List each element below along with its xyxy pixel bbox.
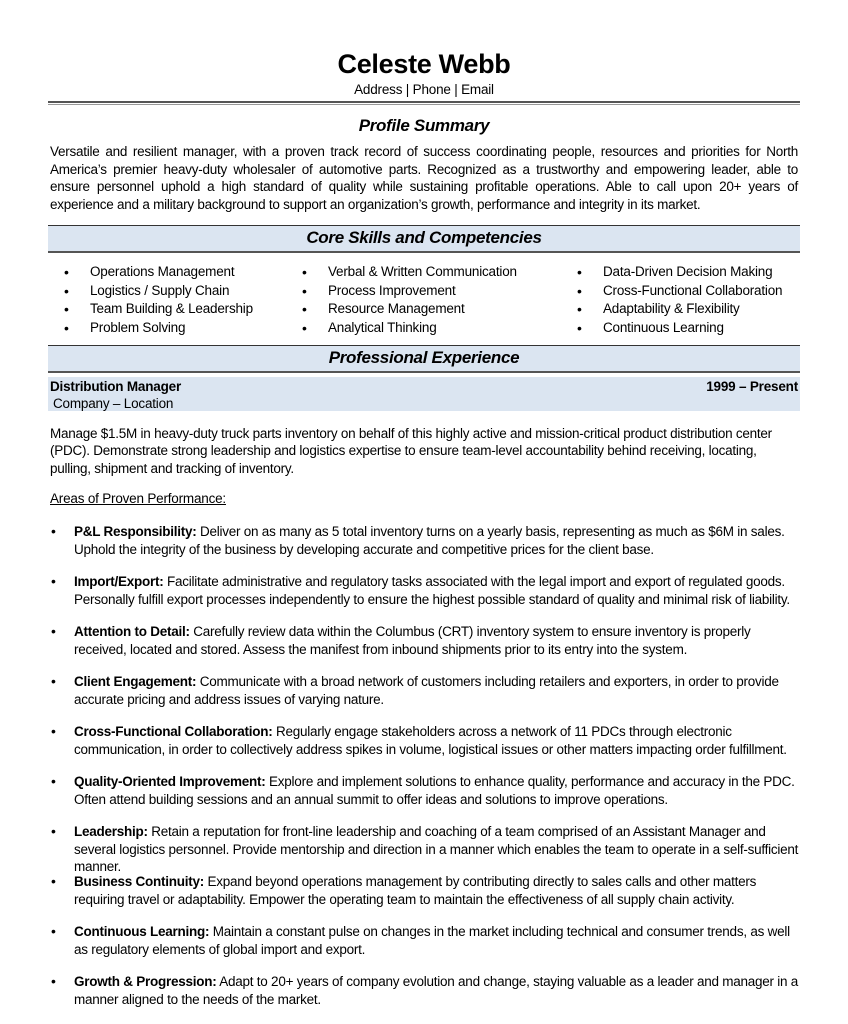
- job-location: Company – Location: [53, 395, 174, 411]
- job-dates: 1999 – Present: [706, 378, 798, 394]
- skill-item: • Process Improvement: [286, 282, 561, 301]
- achievement-text: Adapt to 20+ years of company evolution and change, staying valuable as a leader and manager in a manner aligned to the needs of the market.: [74, 974, 799, 1007]
- skill-item: • Resource Management: [286, 300, 561, 319]
- achievements-list: [48, 523, 800, 1023]
- skill-item: • Problem Solving: [48, 319, 286, 338]
- achievement-text: Regularly engage stakeholders across a network of 11 PDCs through electronic communication, in order to collectively address spikes in volume, logistical issues or other matters impacting order fulfillment.: [74, 724, 787, 757]
- achievement-label: Quality-Oriented Improvement:: [74, 774, 266, 790]
- achievement-item: [48, 723, 800, 773]
- areas-heading: Areas of Proven Performance:: [50, 491, 226, 507]
- skills-column-2: [286, 263, 561, 338]
- achievement-label: P&L Responsibility:: [74, 524, 197, 540]
- achievement-text: Deliver on as many as 5 total inventory turns on a yearly basis, representing as much as $6M in sales. Uphold the integrity of the business by developing accurate and competitive prices for the client base.: [74, 524, 785, 557]
- achievement-label: Business Continuity:: [74, 874, 205, 890]
- skill-item: • Verbal & Written Communication: [286, 263, 561, 282]
- skill-item: • Logistics / Supply Chain: [48, 282, 286, 301]
- achievement-label: Client Engagement:: [74, 674, 197, 690]
- skills-heading: Core Skills and Competencies: [48, 225, 800, 253]
- skills-column-1: [48, 263, 286, 338]
- achievement-label: Continuous Learning:: [74, 924, 210, 940]
- job-header: [48, 377, 800, 411]
- achievement-item: [48, 873, 800, 923]
- skill-item: • Team Building & Leadership: [48, 300, 286, 319]
- achievement-item: [48, 523, 800, 573]
- achievement-label: Attention to Detail:: [74, 624, 190, 640]
- achievement-item: [48, 923, 800, 973]
- skills-column-3: [561, 263, 800, 338]
- achievement-text: Explore and implement solutions to enhance quality, performance and accuracy in the PDC. Often attend building sessions and an annual summit to offer ideas and solutions to improve operations.: [74, 774, 795, 807]
- candidate-name: Celeste Webb: [337, 49, 511, 79]
- achievement-item: [48, 673, 800, 723]
- skill-item: • Continuous Learning: [561, 319, 800, 338]
- achievement-item: [48, 973, 800, 1023]
- skill-item: • Operations Management: [48, 263, 286, 282]
- achievement-item: [48, 623, 800, 673]
- achievement-label: Import/Export:: [74, 574, 164, 590]
- skills-list: [48, 263, 800, 338]
- job-description: Manage $1.5M in heavy-duty truck parts inventory on behalf of this highly active and mission-critical product distribution center (PDC). Demonstrate strong leadership and logistics expertise to ensure team-level accountability behind receiving, locating, pulling, shipment and tracking of inventory.: [50, 425, 772, 476]
- achievement-label: Leadership:: [74, 824, 148, 840]
- achievement-text: Expand beyond operations management by contributing directly to sales calls and other matters requiring travel or adaptability. Empower the operating team to maintain the effectiveness of all supply chain activity.: [74, 874, 757, 907]
- achievement-text: Retain a reputation for front-line leadership and coaching of a team comprised of an Assistant Manager and several logistics personnel. Provide mentorship and direction in a manner which enables the team to operate in a self-sufficient manner.: [74, 824, 799, 875]
- achievement-text: Facilitate administrative and regulatory tasks associated with the legal import and export of regulated goods. Personally fulfill export processes independently to ensure the highest possible standard of quality and minimal risk of liability.: [74, 574, 790, 607]
- skill-item: • Adaptability & Flexibility: [561, 300, 800, 319]
- skill-item: • Cross-Functional Collaboration: [561, 282, 800, 301]
- achievement-label: Cross-Functional Collaboration:: [74, 724, 273, 740]
- skill-item: • Data-Driven Decision Making: [561, 263, 800, 282]
- header-divider: [48, 101, 800, 105]
- achievement-label: Growth & Progression:: [74, 974, 217, 990]
- achievement-item: [48, 573, 800, 623]
- achievement-text: Maintain a constant pulse on changes in the market including technical and consumer trends, as well as regulatory elements of global import and export.: [74, 924, 790, 957]
- profile-summary-text: Versatile and resilient manager, with a proven track record of success coordinating people, resources and priorities for North America’s premier heavy-duty wholesaler of automotive parts. Recognized as a trustworthy and empowering leader, able to ensure personnel uphold a high standard of quality while sustaining profitable operations. Able to call upon 20+ years of experience and a military background to support an organization’s growth, performance and integrity in its market.: [50, 144, 798, 212]
- profile-summary-heading: Profile Summary: [358, 116, 490, 135]
- job-title: Distribution Manager: [50, 378, 182, 394]
- achievement-text: Carefully review data within the Columbus (CRT) inventory system to ensure inventory is properly received, located and stored. Assess the manifest from inbound shipments prior to its entry into the system.: [74, 624, 751, 657]
- contact-line: Address | Phone | Email: [354, 82, 494, 97]
- skill-item: • Analytical Thinking: [286, 319, 561, 338]
- achievement-item: [48, 823, 800, 873]
- resume-page: [48, 0, 800, 1023]
- achievement-item: [48, 773, 800, 823]
- experience-heading: Professional Experience: [48, 345, 800, 373]
- achievement-text: Communicate with a broad network of customers including retailers and exporters, in order to provide accurate pricing and address issues of varying nature.: [74, 674, 779, 707]
